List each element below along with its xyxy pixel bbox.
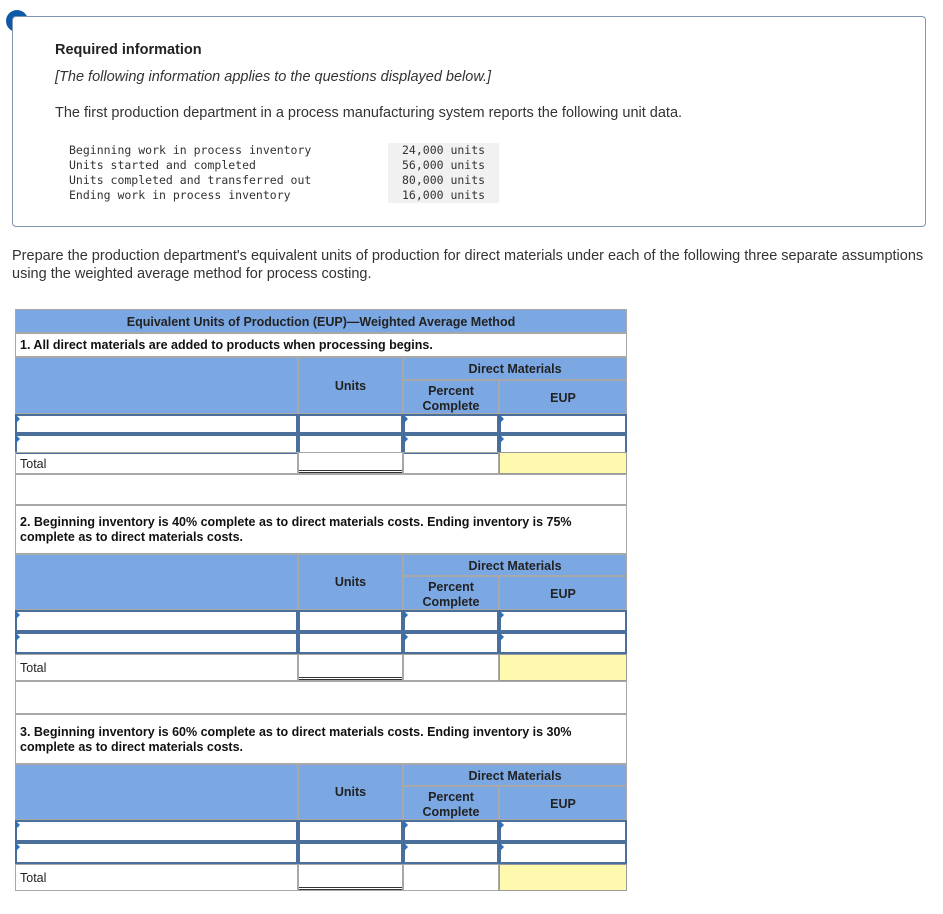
- dropdown-indicator-icon: [403, 610, 408, 620]
- section-2-row-1-eup-input[interactable]: [499, 610, 627, 632]
- section-2-direct-materials-header: Direct Materials: [403, 554, 627, 576]
- section-1-units-header: Units: [298, 357, 403, 414]
- unit-value: 24,000 units: [388, 143, 499, 158]
- unit-value: 56,000 units: [388, 158, 499, 173]
- section-1-total-label: Total: [15, 452, 298, 474]
- section-1-row-2-eup-input[interactable]: [499, 434, 627, 454]
- section-1-total-eup-input[interactable]: [499, 452, 627, 474]
- section-3-row-2-eup-input[interactable]: [499, 842, 627, 864]
- section-3-label-header: [15, 764, 298, 820]
- unit-label: Ending work in process inventory: [69, 188, 291, 202]
- section-1-total-percent-cell: [403, 452, 499, 474]
- dropdown-indicator-icon: [15, 842, 20, 852]
- section-1-row-1-label-input[interactable]: [15, 414, 298, 434]
- section-2-row-2-eup-input[interactable]: [499, 632, 627, 654]
- dropdown-indicator-icon: [403, 414, 408, 424]
- section-1-row-2-units-input[interactable]: [298, 434, 403, 454]
- section-2-label-header: [15, 554, 298, 610]
- section-3-row-1-eup-input[interactable]: [499, 820, 627, 842]
- info-intro: The first production department in a process manufacturing system reports the following unit data.: [55, 105, 683, 121]
- section-1-percent-complete-header: Percent Complete: [403, 380, 499, 414]
- dropdown-indicator-icon: [403, 434, 408, 444]
- section-2-percent-complete-header: Percent Complete: [403, 576, 499, 610]
- table-row: [55, 158, 499, 173]
- section-1-row-2-label-input[interactable]: [15, 434, 298, 454]
- table-row: [55, 188, 499, 203]
- section-1-label-header: [15, 357, 298, 414]
- section-1-row-2-percent-input[interactable]: [403, 434, 499, 454]
- spacer-row: [15, 681, 627, 714]
- dropdown-indicator-icon: [403, 820, 408, 830]
- dropdown-indicator-icon: [403, 632, 408, 642]
- section-2-units-header: Units: [298, 554, 403, 610]
- table-row: [55, 143, 499, 158]
- unit-value: 80,000 units: [388, 173, 499, 188]
- dropdown-indicator-icon: [15, 820, 20, 830]
- section-2-row-1-label-input[interactable]: [15, 610, 298, 632]
- dropdown-indicator-icon: [403, 842, 408, 852]
- dropdown-indicator-icon: [15, 414, 20, 424]
- section-2-row-1-units-input[interactable]: [298, 610, 403, 632]
- section-2-row-1-percent-input[interactable]: [403, 610, 499, 632]
- worksheet-title: Equivalent Units of Production (EUP)—Weighted Average Method: [15, 309, 627, 333]
- section-3-total-eup-input[interactable]: [499, 864, 627, 891]
- dropdown-indicator-icon: [499, 632, 504, 642]
- section-2-row-2-units-input[interactable]: [298, 632, 403, 654]
- dropdown-indicator-icon: [499, 820, 504, 830]
- section-1-row-1-units-input[interactable]: [298, 414, 403, 434]
- unit-label: Units started and completed: [69, 158, 256, 172]
- section-2-total-eup-input[interactable]: [499, 654, 627, 681]
- section-3-units-header: Units: [298, 764, 403, 820]
- section-1-direct-materials-header: Direct Materials: [403, 357, 627, 380]
- unit-value: 16,000 units: [388, 188, 499, 203]
- dropdown-indicator-icon: [15, 434, 20, 444]
- section-3-row-2-label-input[interactable]: [15, 842, 298, 864]
- section-3-direct-materials-header: Direct Materials: [403, 764, 627, 786]
- dropdown-indicator-icon: [499, 414, 504, 424]
- section-3-row-2-units-input[interactable]: [298, 842, 403, 864]
- section-3-total-label: Total: [15, 864, 298, 891]
- section-3-eup-header: EUP: [499, 786, 627, 820]
- section-1-title: 1. All direct materials are added to products when processing begins.: [15, 333, 627, 357]
- section-1-row-1-eup-input[interactable]: [499, 414, 627, 434]
- dropdown-indicator-icon: [499, 434, 504, 444]
- table-row: [55, 173, 499, 188]
- section-1-total-units-input[interactable]: [299, 453, 402, 473]
- dropdown-indicator-icon: [15, 632, 20, 642]
- section-3-title: 3. Beginning inventory is 60% complete as to direct materials costs. Ending inventory is 30% complete as to direct materials costs.: [15, 714, 627, 764]
- dropdown-indicator-icon: [499, 610, 504, 620]
- section-2-eup-header: EUP: [499, 576, 627, 610]
- section-2-total-units-input[interactable]: [299, 655, 402, 680]
- section-2-row-2-label-input[interactable]: [15, 632, 298, 654]
- section-2-total-percent-cell: [403, 654, 499, 681]
- section-2-title: 2. Beginning inventory is 40% complete as to direct materials costs. Ending inventory is 75% complete as to direct materials costs.: [15, 505, 627, 554]
- required-info-panel: [12, 16, 926, 227]
- section-1-row-1-percent-input[interactable]: [403, 414, 499, 434]
- dropdown-indicator-icon: [15, 610, 20, 620]
- info-title: Required information: [55, 42, 202, 58]
- section-3-row-1-percent-input[interactable]: [403, 820, 499, 842]
- section-3-row-2-percent-input[interactable]: [403, 842, 499, 864]
- dropdown-indicator-icon: [499, 842, 504, 852]
- unit-label: Beginning work in process inventory: [69, 143, 312, 157]
- question-prompt: Prepare the production department's equivalent units of production for direct materials under each of the following three separate assumptions using the weighted average method for process costing.: [12, 248, 924, 282]
- info-subtitle: [The following information applies to the questions displayed below.]: [55, 69, 492, 85]
- spacer-row: [15, 474, 627, 505]
- section-2-total-label: Total: [15, 654, 298, 681]
- section-3-total-units-input[interactable]: [299, 865, 402, 890]
- section-3-percent-complete-header: Percent Complete: [403, 786, 499, 820]
- section-3-row-1-units-input[interactable]: [298, 820, 403, 842]
- section-1-eup-header: EUP: [499, 380, 627, 414]
- unit-data-table: [55, 143, 499, 203]
- section-2-row-2-percent-input[interactable]: [403, 632, 499, 654]
- section-3-total-percent-cell: [403, 864, 499, 891]
- section-3-row-1-label-input[interactable]: [15, 820, 298, 842]
- unit-label: Units completed and transferred out: [69, 173, 312, 187]
